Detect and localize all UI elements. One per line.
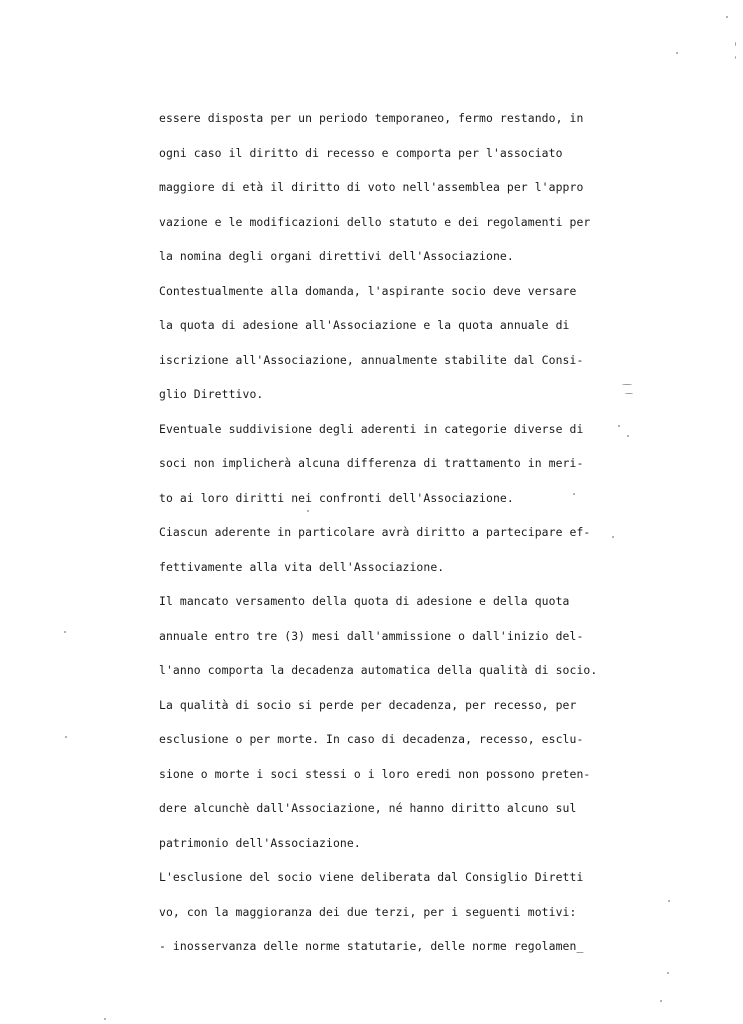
text-line: la nomina degli organi direttivi dell'Associazione.	[159, 249, 514, 263]
scan-speck	[676, 52, 678, 54]
scan-speck	[64, 631, 66, 633]
scan-speck	[627, 435, 629, 437]
scan-speck	[668, 900, 670, 902]
scan-speck	[726, 16, 728, 18]
scan-speck	[735, 42, 736, 46]
text-line: essere disposta per un periodo temporaneo, fermo restando, in	[159, 111, 584, 125]
scan-speck	[622, 384, 632, 385]
text-line: patrimonio dell'Associazione.	[159, 835, 361, 850]
text-line: fettivamente alla vita dell'Associazione.	[159, 559, 445, 574]
text-line: Ciascun aderente in particolare avrà diritto a partecipare ef-	[159, 525, 591, 539]
text-line: esclusione o per morte. In caso di decadenza, recesso, esclu-	[159, 732, 584, 746]
text-line: sione o morte i soci stessi o i loro eredi non possono preten-	[159, 766, 591, 781]
text-line: iscrizione all'Associazione, annualmente stabilite dal Consi-	[159, 352, 584, 367]
scan-speck	[65, 736, 67, 738]
text-line: - inosservanza delle norme statutarie, delle norme regolamen_	[159, 939, 584, 953]
scan-speck	[104, 1018, 106, 1020]
scan-speck	[573, 493, 575, 495]
document-body-text	[159, 108, 619, 971]
text-line: Il mancato versamento della quota di adesione e della quota	[159, 594, 570, 608]
text-line: Eventuale suddivisione degli aderenti in categorie diverse di	[159, 421, 584, 436]
text-line: vo, con la maggioranza dei due terzi, per i seguenti motivi:	[159, 904, 577, 919]
scan-speck	[618, 425, 620, 427]
text-line: ogni caso il diritto di recesso e comporta per l'associato	[159, 145, 563, 160]
scan-speck	[660, 1000, 662, 1002]
text-line: maggiore di età il diritto di voto nell'assemblea per l'appro	[159, 180, 584, 194]
text-line: Contestualmente alla domanda, l'aspirante socio deve versare	[159, 283, 577, 298]
text-line: La qualità di socio si perde per decadenza, per recesso, per	[159, 697, 577, 712]
text-line: dere alcunchè dall'Associazione, né hanno diritto alcuno sul	[159, 801, 577, 815]
text-line: la quota di adesione all'Associazione e la quota annuale di	[159, 318, 570, 332]
scan-speck	[612, 536, 614, 538]
scan-speck	[667, 972, 669, 974]
text-line: annuale entro tre (3) mesi dall'ammissione o dall'inizio del-	[159, 628, 584, 643]
scan-speck	[735, 56, 736, 59]
text-line: l'anno comporta la decadenza automatica della qualità di socio.	[159, 663, 598, 677]
text-line: to ai loro diritti nei confronti dell'Associazione.	[159, 490, 514, 505]
text-line: soci non implicherà alcuna differenza di trattamento in meri-	[159, 456, 584, 470]
text-line: glio Direttivo.	[159, 387, 264, 401]
scan-speck	[307, 510, 309, 512]
scan-speck	[625, 393, 633, 394]
text-line: vazione e le modificazioni dello statuto e dei regolamenti per	[159, 214, 591, 229]
text-line: L'esclusione del socio viene deliberata dal Consiglio Diretti	[159, 870, 584, 884]
